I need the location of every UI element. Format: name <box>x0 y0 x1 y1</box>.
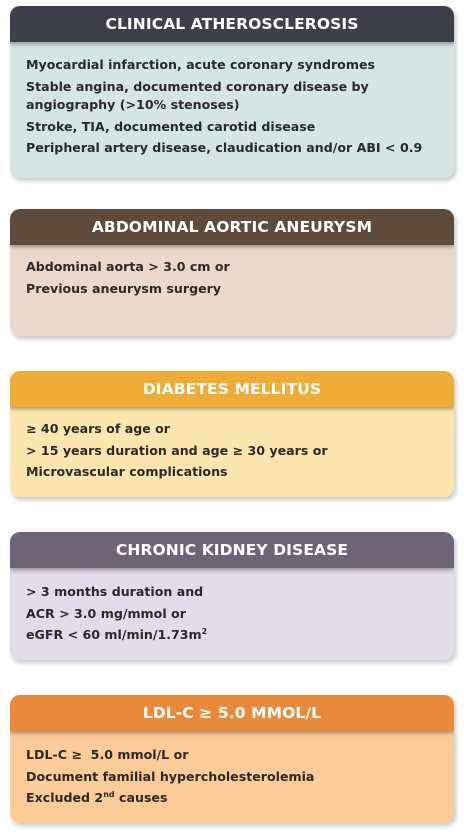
card-diabetes-mellitus <box>10 371 454 497</box>
card-title: LDL-C ≥ 5.0 MMOL/L <box>142 704 322 722</box>
card-chronic-kidney-disease <box>10 532 454 660</box>
criteria-line: ACR > 3.0 mg/mmol or <box>26 605 186 621</box>
card-ldl-c <box>10 695 454 823</box>
card-body-abdominal-aortic-aneurysm <box>10 245 454 336</box>
card-body-ldl-c <box>10 731 454 823</box>
card-header-chronic-kidney-disease <box>10 532 454 568</box>
criteria-line: Stable angina, documented coronary disease by angiography (>10% stenoses) <box>26 78 369 112</box>
card-body-diabetes-mellitus <box>10 407 454 497</box>
criteria-line <box>26 789 440 808</box>
card-title: CHRONIC KIDNEY DISEASE <box>115 541 349 559</box>
superscript: nd <box>103 790 115 799</box>
criteria-line <box>26 626 440 645</box>
criteria-line: ≥ 40 years of age or <box>26 421 171 436</box>
card-header-abdominal-aortic-aneurysm <box>10 209 454 245</box>
card-title: ABDOMINAL AORTIC ANEURYSM <box>91 218 373 236</box>
criteria-line: Document familial hypercholesterolemia <box>26 768 315 784</box>
card-title: CLINICAL ATHEROSCLEROSIS <box>105 15 359 33</box>
card-title: DIABETES MELLITUS <box>142 380 322 398</box>
criteria-line: Peripheral artery disease, claudication and/or ABI < 0.9 <box>26 140 423 155</box>
criteria-text: Excluded 2 <box>26 790 104 805</box>
card-body-clinical-atherosclerosis <box>10 42 454 178</box>
criteria-text: causes <box>114 790 168 805</box>
card-header-diabetes-mellitus <box>10 371 454 407</box>
superscript: 2 <box>201 627 208 636</box>
card-body-chronic-kidney-disease <box>10 568 454 660</box>
card-header-clinical-atherosclerosis <box>10 6 454 42</box>
criteria-line: Microvascular complications <box>26 464 228 479</box>
criteria-line: LDL-C ≥ 5.0 mmol/L or <box>26 747 189 762</box>
card-header-ldl-c <box>10 695 454 731</box>
criteria-text: eGFR < 60 ml/min/1.73m <box>26 627 202 642</box>
criteria-line: > 15 years duration and age ≥ 30 years or <box>26 442 328 458</box>
card-abdominal-aortic-aneurysm <box>10 209 454 336</box>
criteria-line: Previous aneurysm surgery <box>26 280 222 296</box>
criteria-line: Stroke, TIA, documented carotid disease <box>26 118 316 134</box>
criteria-line: Myocardial infarction, acute coronary syndromes <box>26 57 375 72</box>
criteria-line: > 3 months duration and <box>26 584 204 599</box>
criteria-line: Abdominal aorta > 3.0 cm or <box>26 259 230 274</box>
card-clinical-atherosclerosis <box>10 6 454 178</box>
